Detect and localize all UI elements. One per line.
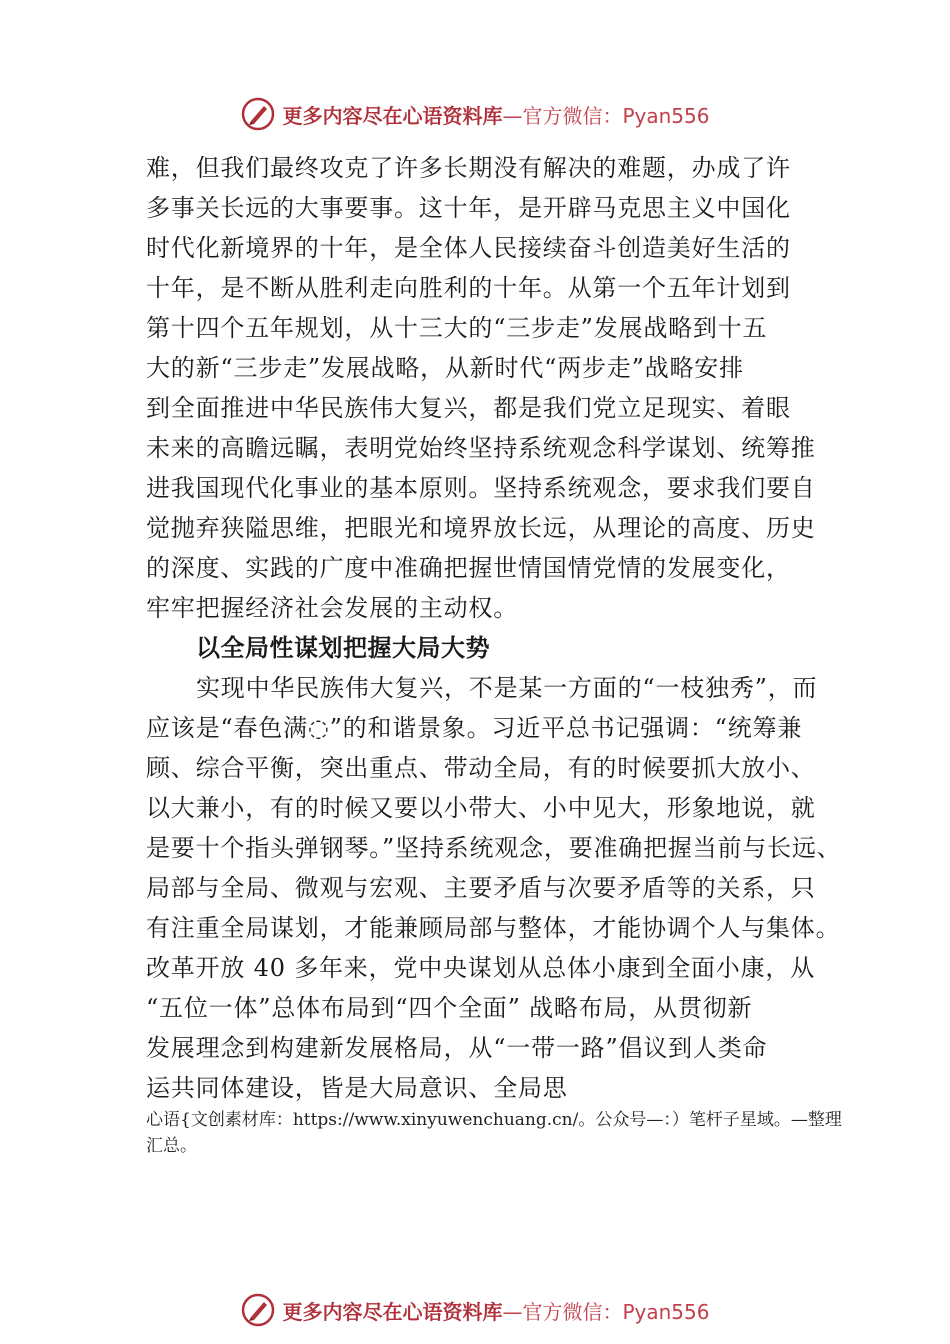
body-line: 大的新“三步走”发展战略，从新时代“两步走”战略安排 bbox=[146, 354, 744, 382]
body-line: 顾、综合平衡，突出重点、带动全局，有的时候要抓大放小、 bbox=[146, 754, 816, 782]
top-banner bbox=[0, 94, 950, 134]
body-line: 实现中华民族伟大复兴，不是某一方面的“一枝独秀”，而 bbox=[196, 674, 818, 702]
body-line: 觉抛弃狭隘思维，把眼光和境界放长远，从理论的高度、历史 bbox=[146, 514, 816, 542]
body-line: 第十四个五年规划，从十三大的“三步走”发展战略到十五 bbox=[146, 314, 768, 342]
body-line: 改革开放 40 多年来，党中央谋划从总体小康到全面小康，从 bbox=[146, 954, 815, 982]
body-line: 局部与全局、微观与宏观、主要矛盾与次要矛盾等的关系，只 bbox=[146, 874, 816, 902]
body-line: 时代化新境界的十年，是全体人民接续奋斗创造美好生活的 bbox=[146, 234, 791, 262]
bottom-banner bbox=[0, 1290, 950, 1330]
banner-wechat-text: —官方微信：Pyan556 bbox=[502, 103, 710, 128]
pen-circle-logo-icon bbox=[240, 1292, 276, 1328]
banner-main-text: 更多内容尽在心语资料库 bbox=[282, 103, 503, 128]
body-line: 应该是“春色满◌”的和谐景象。习近平总书记强调：“统筹兼 bbox=[146, 714, 803, 742]
body-line: “五位一体”总体布局到“四个全面” 战略布局，从贯彻新 bbox=[146, 994, 753, 1022]
body-line: 发展理念到构建新发展格局，从“一带一路”倡议到人类命 bbox=[146, 1034, 768, 1062]
body-line: 未来的高瞻远瞩，表明党始终坚持系统观念科学谋划、统筹推 bbox=[146, 434, 816, 462]
source-note: 心语{文创素材库：https://www.xinyuwenchuang.cn/。公众号—：）笔杆子星域。—整理 bbox=[146, 1110, 842, 1130]
source-note: 汇总。 bbox=[146, 1136, 197, 1156]
body-line: 是要十个指头弹钢琴。”坚持系统观念，要准确把握当前与长远、 bbox=[146, 834, 842, 862]
body-line: 的深度、实践的广度中准确把握世情国情党情的发展变化， bbox=[146, 554, 791, 582]
body-line: 到全面推进中华民族伟大复兴，都是我们党立足现实、着眼 bbox=[146, 394, 791, 422]
body-line: 以大兼小，有的时候又要以小带大、小中见大，形象地说，就 bbox=[146, 794, 816, 822]
body-line: 运共同体建设，皆是大局意识、全局思 bbox=[146, 1074, 568, 1102]
body-line: 牢牢把握经济社会发展的主动权。 bbox=[146, 594, 518, 622]
body-line: 有注重全局谋划，才能兼顾局部与整体，才能协调个人与集体。 bbox=[146, 914, 841, 942]
section-heading: 以全局性谋划把握大局大势 bbox=[196, 634, 490, 662]
body-line: 难，但我们最终攻克了许多长期没有解决的难题，办成了许 bbox=[146, 154, 791, 182]
banner-wechat-text: —官方微信：Pyan556 bbox=[502, 1299, 710, 1324]
banner-main-text: 更多内容尽在心语资料库 bbox=[282, 1299, 503, 1324]
body-line: 十年，是不断从胜利走向胜利的十年。从第一个五年计划到 bbox=[146, 274, 791, 302]
body-line: 多事关长远的大事要事。这十年，是开辟马克思主义中国化 bbox=[146, 194, 791, 222]
pen-circle-logo-icon bbox=[240, 96, 276, 132]
body-line: 进我国现代化事业的基本原则。坚持系统观念，要求我们要自 bbox=[146, 474, 816, 502]
